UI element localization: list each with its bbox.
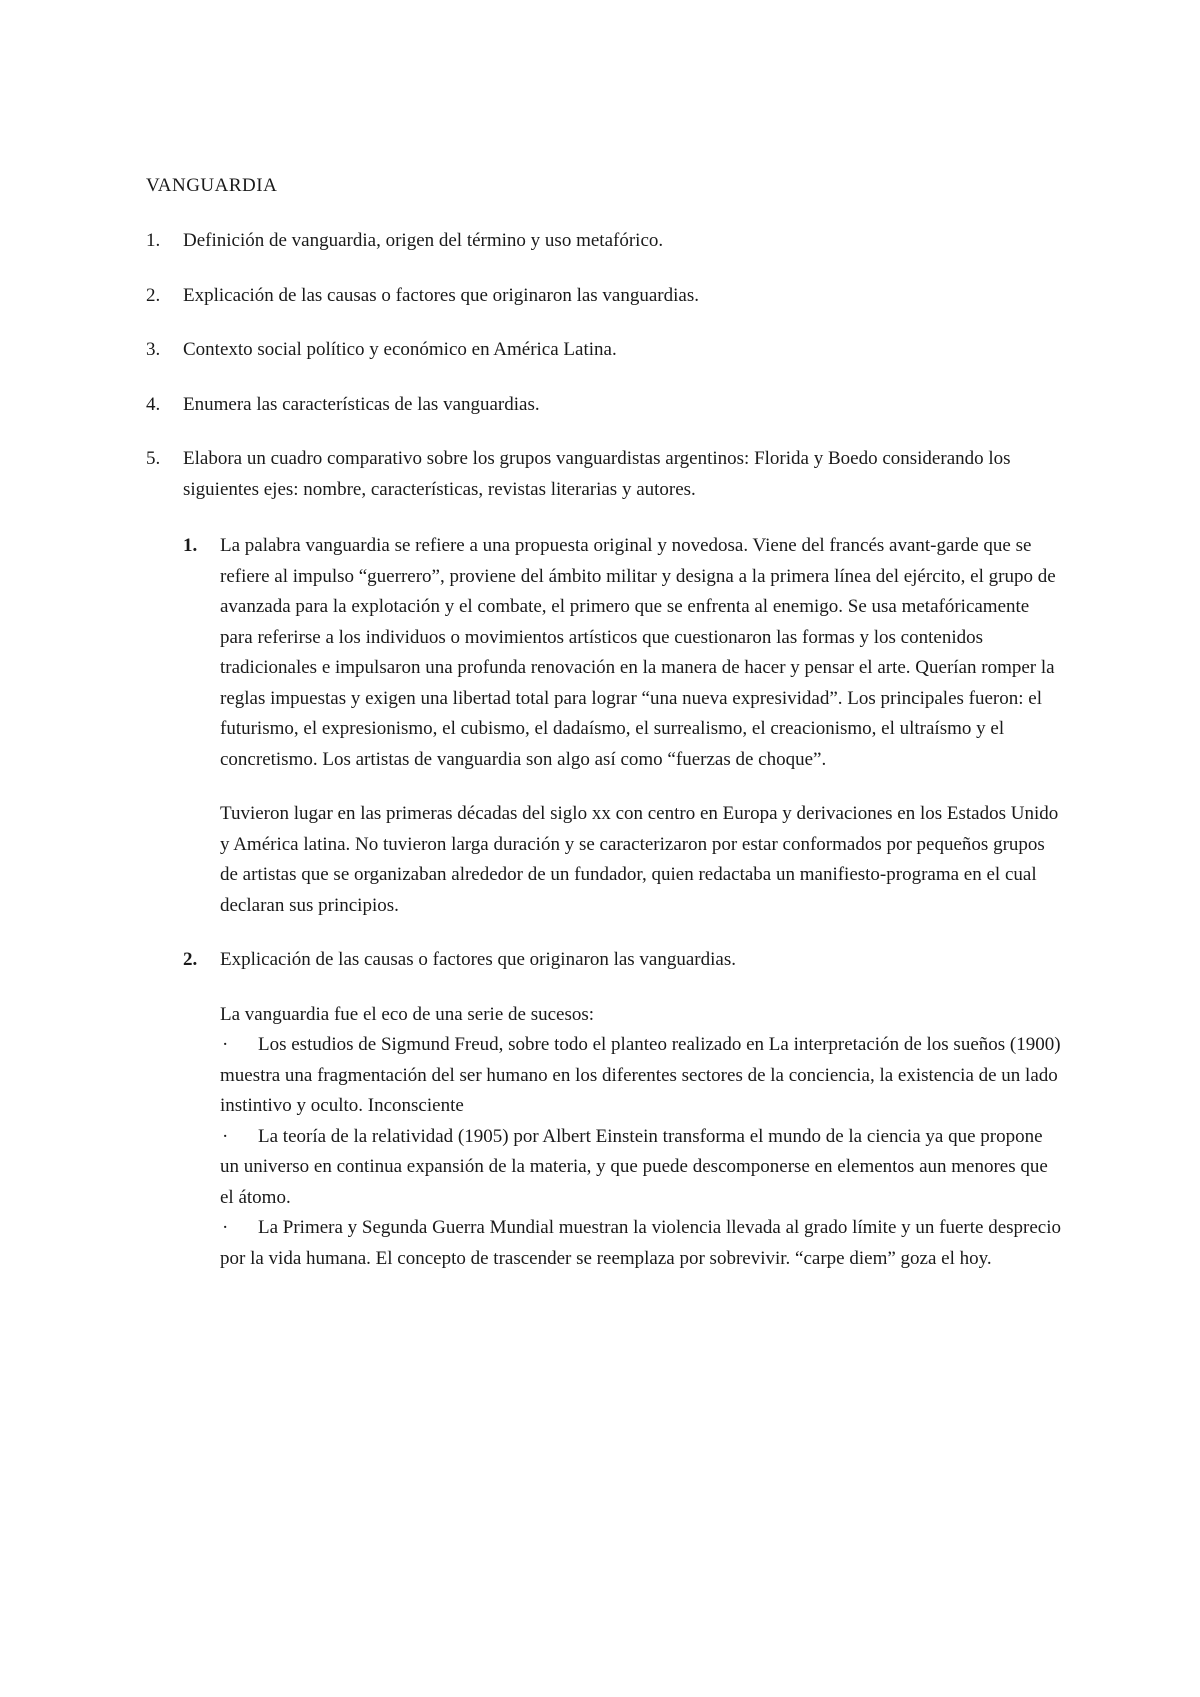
bullet-text: La teoría de la relatividad (1905) por Albert Einstein transforma el mundo de la ciencia ya que propone un universo en continua expansión de la materia, y que puede descomponerse en elementos aun menores que el átomo. <box>220 1125 1048 1208</box>
document-title: VANGUARDIA <box>146 175 278 196</box>
bullet-item <box>220 1213 1063 1274</box>
answer-1 <box>183 531 1063 921</box>
answer-1-paragraph-1: La palabra vanguardia se refiere a una propuesta original y novedosa. Viene del francés avant-garde que se refiere al impulso “guerrero”, proviene del ámbito militar y designa a la primera línea del ejército, el grupo de avanzada para la explotación y el combate, el primero que se enfrenta al enemigo. Se usa metafóricamente para referirse a los individuos o movimientos artísticos que cuestionaron las formas y los contenidos tradicionales e impulsaron una profunda renovación en la manera de hacer y pensar el arte. Querían romper la reglas impuestas y exigen una libertad total para lograr “una nueva expresividad”. Los principales fueron: el futurismo, el expresionismo, el cubismo, el dadaísmo, el surrealismo, el creacionismo, el ultraísmo y el concretismo. Los artistas de vanguardia son algo así como “fuerzas de choque”. <box>220 535 1056 770</box>
answers-section <box>183 531 1063 1274</box>
question-text: Enumera las características de las vanguardias. <box>183 393 540 415</box>
question-text: Elabora un cuadro comparativo sobre los grupos vanguardistas argentinos: Florida y Boedo considerando los siguientes ejes: nombre, características, revistas literarias y autores. <box>183 448 1011 500</box>
bullet-dot-icon: · <box>222 1034 229 1055</box>
bullet-dot-icon: · <box>222 1217 229 1238</box>
answer-2-heading: Explicación de las causas o factores que originaron las vanguardias. <box>220 949 736 970</box>
question-number: 5. <box>146 448 161 469</box>
bullet-text: Los estudios de Sigmund Freud, sobre todo el planteo realizado en La interpretación de los sueños (1900) muestra una fragmentación del ser humano en los diferentes sectores de la conciencia, la existencia de un lado instintivo y oculto. Inconsciente <box>220 1034 1061 1116</box>
answer-2 <box>183 945 1063 1274</box>
question-item <box>146 390 1066 421</box>
question-item <box>146 226 1066 257</box>
question-item <box>146 335 1066 366</box>
answer-2-intro: La vanguardia fue el eco de una serie de sucesos: <box>220 1003 595 1025</box>
question-number: 2. <box>146 284 161 306</box>
bullet-item <box>220 1030 1063 1122</box>
question-number: 3. <box>146 339 161 360</box>
question-text: Contexto social político y económico en América Latina. <box>183 339 617 360</box>
answer-number: 2. <box>183 949 198 970</box>
bullet-item <box>220 1122 1063 1214</box>
answer-number: 1. <box>183 535 198 556</box>
question-number: 4. <box>146 393 161 415</box>
question-text: Explicación de las causas o factores que originaron las vanguardias. <box>183 284 699 306</box>
question-item <box>146 281 1066 312</box>
question-number: 1. <box>146 230 161 251</box>
question-item <box>146 444 1066 505</box>
bullet-dot-icon: · <box>222 1125 229 1147</box>
question-text: Definición de vanguardia, origen del término y uso metafórico. <box>183 230 664 251</box>
questions-list <box>146 226 1066 529</box>
answer-1-paragraph-2: Tuvieron lugar en las primeras décadas del siglo xx con centro en Europa y derivaciones en los Estados Unido y América latina. No tuvieron larga duración y se caracterizaron por estar conformados por pequeños grupos de artistas que se organizaban alrededor de un fundador, quien redactaba un manifiesto-programa en el cual declaran sus principios. <box>220 803 1059 916</box>
bullet-text: La Primera y Segunda Guerra Mundial muestran la violencia llevada al grado límite y un fuerte desprecio por la vida humana. El concepto de trascender se reemplaza por sobrevivir. “carpe diem” goza el hoy. <box>220 1217 1061 1269</box>
